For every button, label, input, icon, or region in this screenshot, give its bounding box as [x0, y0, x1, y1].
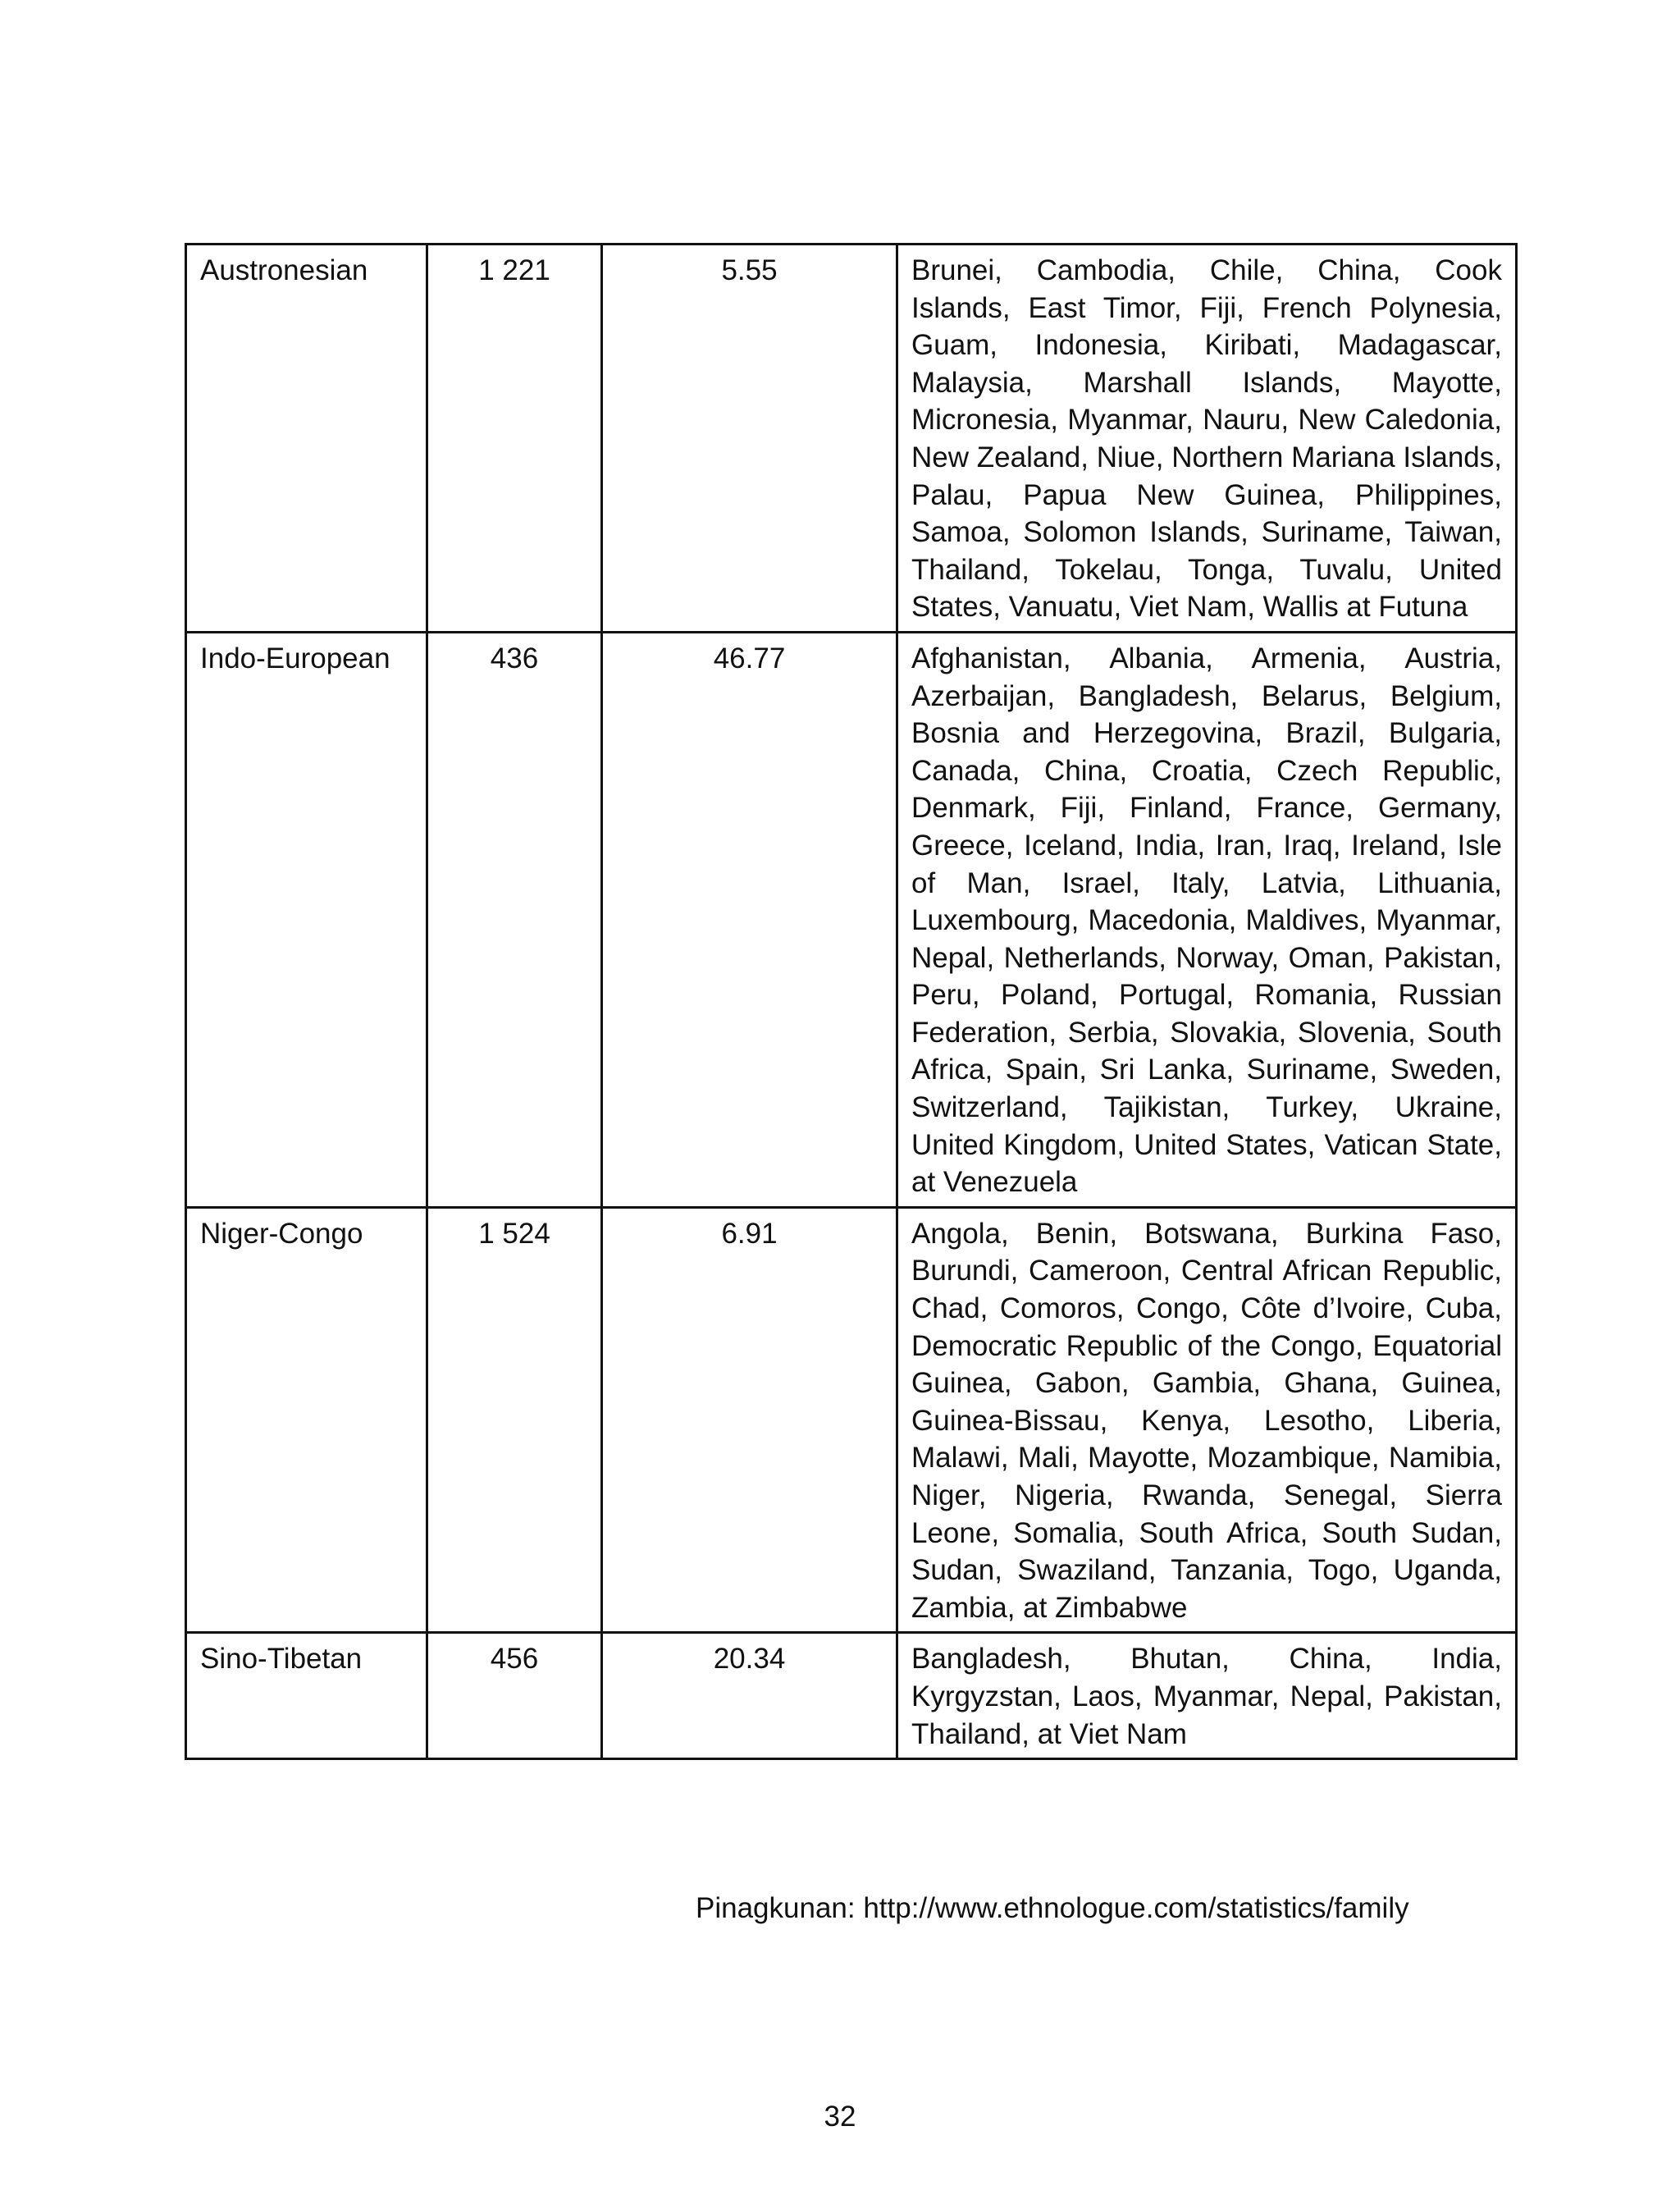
countries-cell: Brunei, Cambodia, Chile, China, Cook Islands, East Timor, Fiji, French Polynesia, Guam, Indonesia, Kiribati, Madagascar, Malaysia, Marshall Islands, Mayotte, Micronesia, Myanmar, Nauru, New Caledonia, New Zealand, Niue, Northern Mariana Islands, Palau, Papua New Guinea, Philippines, Samoa, Solomon Islands, Suriname, Taiwan, Thailand, Tokelau, Tonga, Tuvalu, United States, Vanuatu, Viet Nam, Wallis at Futuna	[897, 245, 1517, 633]
family-cell: Sino-Tibetan	[186, 1633, 427, 1759]
languages-count-cell: 1 524	[427, 1207, 602, 1633]
table-row	[186, 1633, 1517, 1759]
percent-cell: 20.34	[602, 1633, 897, 1759]
percent-cell: 5.55	[602, 245, 897, 633]
table-row	[186, 245, 1517, 633]
family-cell: Niger-Congo	[186, 1207, 427, 1633]
percent-cell: 6.91	[602, 1207, 897, 1633]
table-row	[186, 1207, 1517, 1633]
family-cell: Indo-European	[186, 632, 427, 1207]
languages-count-cell: 1 221	[427, 245, 602, 633]
countries-cell: Afghanistan, Albania, Armenia, Austria, Azerbaijan, Bangladesh, Belarus, Belgium, Bosnia and Herzegovina, Brazil, Bulgaria, Canada, China, Croatia, Czech Republic, Denmark, Fiji, Finland, France, Germany, Greece, Iceland, India, Iran, Iraq, Ireland, Isle of Man, Israel, Italy, Latvia, Lithuania, Luxembourg, Macedonia, Maldives, Myanmar, Nepal, Netherlands, Norway, Oman, Pakistan, Peru, Poland, Portugal, Romania, Russian Federation, Serbia, Slovakia, Slovenia, South Africa, Spain, Sri Lanka, Suriname, Sweden, Switzerland, Tajikistan, Turkey, Ukraine, United Kingdom, United States, Vatican State, at Venezuela	[897, 632, 1517, 1207]
languages-count-cell: 456	[427, 1633, 602, 1759]
percent-cell: 46.77	[602, 632, 897, 1207]
countries-cell: Bangladesh, Bhutan, China, India, Kyrgyzstan, Laos, Myanmar, Nepal, Pakistan, Thailand, at Viet Nam	[897, 1633, 1517, 1759]
language-family-table	[185, 243, 1518, 1760]
source-citation: Pinagkunan: http://www.ethnologue.com/statistics/family	[696, 1892, 1409, 1924]
family-cell: Austronesian	[186, 245, 427, 633]
countries-cell: Angola, Benin, Botswana, Burkina Faso, Burundi, Cameroon, Central African Republic, Chad, Comoros, Congo, Côte d’Ivoire, Cuba, Democratic Republic of the Congo, Equatorial Guinea, Gabon, Gambia, Ghana, Guinea, Guinea-Bissau, Kenya, Lesotho, Liberia, Malawi, Mali, Mayotte, Mozambique, Namibia, Niger, Nigeria, Rwanda, Senegal, Sierra Leone, Somalia, South Africa, South Sudan, Sudan, Swaziland, Tanzania, Togo, Uganda, Zambia, at Zimbabwe	[897, 1207, 1517, 1633]
page-number: 32	[824, 2101, 856, 2133]
languages-count-cell: 436	[427, 632, 602, 1207]
table-row	[186, 632, 1517, 1207]
